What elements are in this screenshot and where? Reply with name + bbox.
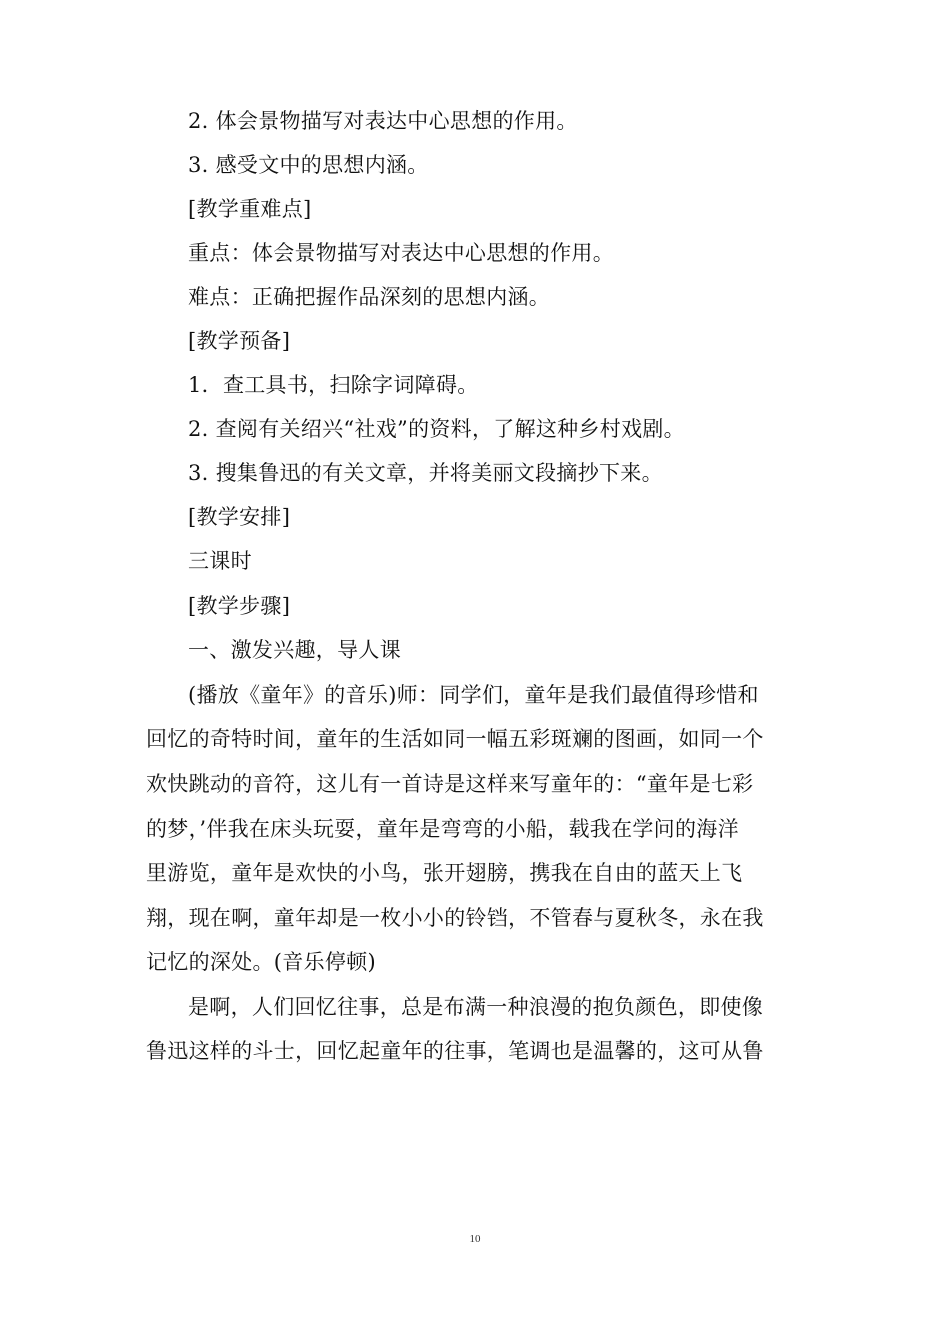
paragraph-1-line: 记忆的深处。(音乐停顿) <box>146 950 376 974</box>
paragraph-1-line: 里游览，童年是欢快的小鸟，张开翅膀，携我在自由的蓝天上飞 <box>146 861 743 885</box>
paragraph-1-line: 的梦，’伴我在床头玩耍，童年是弯弯的小船，载我在学问的海洋 <box>146 817 739 841</box>
objective-item-3: 3. 感受文中的思想内涵。 <box>188 153 429 177</box>
objective-item-2: 2. 体会景物描写对表达中心思想的作用。 <box>188 109 578 133</box>
arrangement-heading: [教学安排] <box>188 505 291 529</box>
paragraph-1-line: (播放《童年》的音乐)师：同学们，童年是我们最值得珍惜和 <box>188 683 759 707</box>
paragraph-2-line: 鲁迅这样的斗士，回忆起童年的往事，笔调也是温馨的，这可从鲁 <box>146 1039 764 1063</box>
preparation-item: 3. 搜集鲁迅的有关文章，并将美丽文段摘抄下来。 <box>188 461 663 485</box>
key-points-heading: [教学重难点] <box>188 197 312 221</box>
arrangement-value: 三课时 <box>188 549 252 573</box>
page-number: 10 <box>469 1233 481 1245</box>
preparation-item: 1．查工具书，扫除字词障碍。 <box>188 373 479 397</box>
paragraph-1-line: 回忆的奇特时间，童年的生活如同一幅五彩斑斓的图画，如同一个 <box>146 727 764 751</box>
key-point-focus: 重点：体会景物描写对表达中心思想的作用。 <box>188 241 614 265</box>
paragraph-1-line: 翔，现在啊，童年却是一枚小小的铃铛，不管春与夏秋冬，永在我 <box>146 906 764 930</box>
preparation-item: 2. 查阅有关绍兴“社戏”的资料，了解这种乡村戏剧。 <box>188 417 685 441</box>
paragraph-2-line: 是啊，人们回忆往事，总是布满一种浪漫的抱负颜色，即使像 <box>188 995 764 1019</box>
section-1-title: 一、激发兴趣，导人课 <box>188 638 401 662</box>
key-point-difficulty: 难点：正确把握作品深刻的思想内涵。 <box>188 285 551 309</box>
preparation-heading: [教学预备] <box>188 329 291 353</box>
steps-heading: [教学步骤] <box>188 594 291 618</box>
paragraph-1-line: 欢快跳动的音符，这儿有一首诗是这样来写童年的：“童年是七彩 <box>146 772 754 796</box>
